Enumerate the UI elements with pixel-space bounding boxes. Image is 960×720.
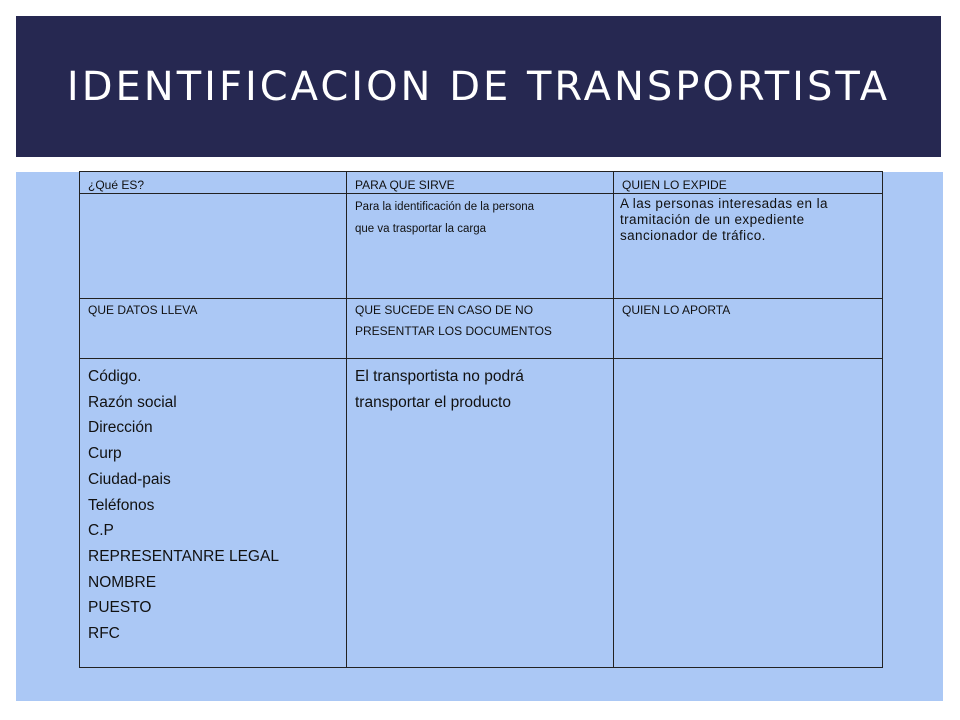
text-line: QUE SUCEDE EN CASO DE NO	[355, 303, 534, 317]
list-item: C.P	[88, 522, 114, 540]
text-line: que va trasportar la carga	[355, 223, 487, 235]
list-item: PUESTO	[88, 599, 152, 617]
header-que-datos-lleva: QUE DATOS LLEVA	[80, 299, 347, 359]
header-que-es: ¿Qué ES?	[80, 172, 347, 194]
cell-quien-lo-expide-value: A las personas interesadas en la tramitación de un expediente sancionador de tráfico.	[614, 194, 883, 299]
title-bar	[16, 16, 941, 157]
cell-para-que-sirve-value	[347, 194, 614, 299]
list-item: Razón social	[88, 393, 177, 411]
list-item: Teléfonos	[88, 496, 155, 514]
header-quien-lo-expide: QUIEN LO EXPIDE	[614, 172, 883, 194]
cell-aporta-value	[614, 359, 883, 668]
list-item: REPRESENTANRE LEGAL	[88, 547, 279, 565]
list-item: Dirección	[88, 419, 153, 437]
list-item: Curp	[88, 445, 122, 463]
list-item: RFC	[88, 625, 120, 643]
text-line: transportar el producto	[355, 393, 511, 411]
table-row	[80, 359, 883, 668]
list-item: Ciudad-pais	[88, 470, 171, 488]
list-item: NOMBRE	[88, 573, 157, 591]
table-row	[80, 194, 883, 299]
cell-datos-list	[80, 359, 347, 668]
info-table	[79, 171, 883, 668]
list-item: Código.	[88, 368, 142, 385]
cell-que-es-value	[80, 194, 347, 299]
table-row	[80, 299, 883, 359]
header-para-que-sirve: PARA QUE SIRVE	[347, 172, 614, 194]
slide-title: IDENTIFICACION DE TRANSPORTISTA	[66, 63, 891, 110]
cell-consecuencia	[347, 359, 614, 668]
text-line: PRESENTTAR LOS DOCUMENTOS	[355, 324, 552, 338]
table-row	[80, 172, 883, 194]
text-line: El transportista no podrá	[355, 368, 524, 385]
header-que-sucede	[347, 299, 614, 359]
text-line: Para la identificación de la persona	[355, 201, 535, 213]
header-quien-lo-aporta: QUIEN LO APORTA	[614, 299, 883, 359]
